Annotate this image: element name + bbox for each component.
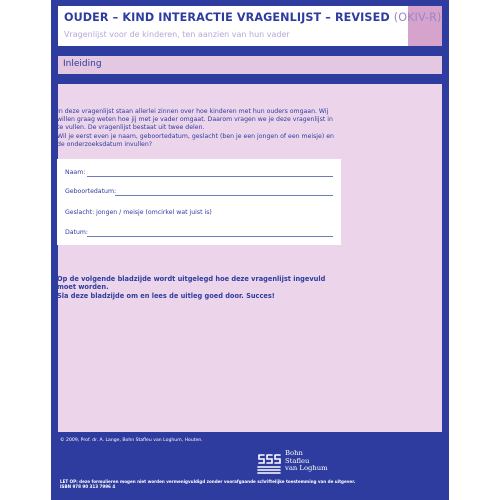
birthdate-field[interactable] [115, 195, 333, 196]
publisher-line-1: Bohn [285, 449, 303, 457]
intro-paragraph-2: Wil je eerst even je naam, geboortedatum, geslacht (ben je een jongen of een meisje) en de onderzoeksdatum invullen? [57, 132, 334, 148]
copyright: © 2009, Prof. dr. A. Lange, Bohn Stafleu van Loghum, Houten. [60, 438, 203, 443]
instruction-line-2: Sla deze bladzijde om en lees de uitleg goed door. Succes! [57, 291, 275, 300]
personal-info-form [57, 159, 341, 245]
name-label: Naam: [65, 169, 86, 176]
date-field[interactable] [87, 236, 333, 237]
publisher-line-3: van Loghum [285, 464, 328, 473]
title-abbreviation: (OKIV-R) [393, 11, 442, 24]
date-label: Datum: [65, 229, 89, 236]
section-band [58, 56, 442, 74]
birthdate-label: Geboortedatum: [65, 188, 117, 195]
footer-note [60, 479, 360, 490]
publisher-name [285, 450, 328, 473]
instruction-text [57, 275, 343, 300]
questionnaire-page [51, 0, 449, 500]
bsl-logo-icon [255, 450, 283, 478]
instruction-line-1: Op de volgende bladzijde wordt uitgelegd hoe deze vragenlijst ingevuld moet worden. [57, 275, 326, 292]
footer-note-line-1: LET OP: deze formulieren mogen niet worden vermenigvuldigd zonder voorafgaande schriftelijke toestemming van de uitgever. [60, 479, 356, 484]
title-text: OUDER – KIND INTERACTIE VRAGENLIJST – REVISED [64, 11, 390, 24]
publisher-logo [255, 450, 375, 480]
name-field[interactable] [87, 176, 333, 177]
publisher-line-2: Stafleu [285, 456, 310, 465]
intro-paragraph-1: In deze vragenlijst staan allerlei zinnen over hoe kinderen met hun ouders omgaan. Wij willen graag weten hoe jij met je vader omgaat. Daarom vragen we je deze vragenlijst in te vullen. De vragenlijst bestaat uit twee delen. [57, 108, 333, 132]
header [58, 6, 442, 46]
intro-text [57, 108, 339, 149]
page-subtitle: Vragenlijst voor de kinderen, ten aanzien van hun vader [64, 30, 290, 39]
footer-isbn: ISBN 978 90 313 7996 4 [60, 484, 116, 490]
gender-label: Geslacht: jongen / meisje (omcirkel wat juist is) [65, 209, 212, 216]
page-title [64, 11, 442, 24]
section-title: Inleiding [63, 59, 102, 69]
